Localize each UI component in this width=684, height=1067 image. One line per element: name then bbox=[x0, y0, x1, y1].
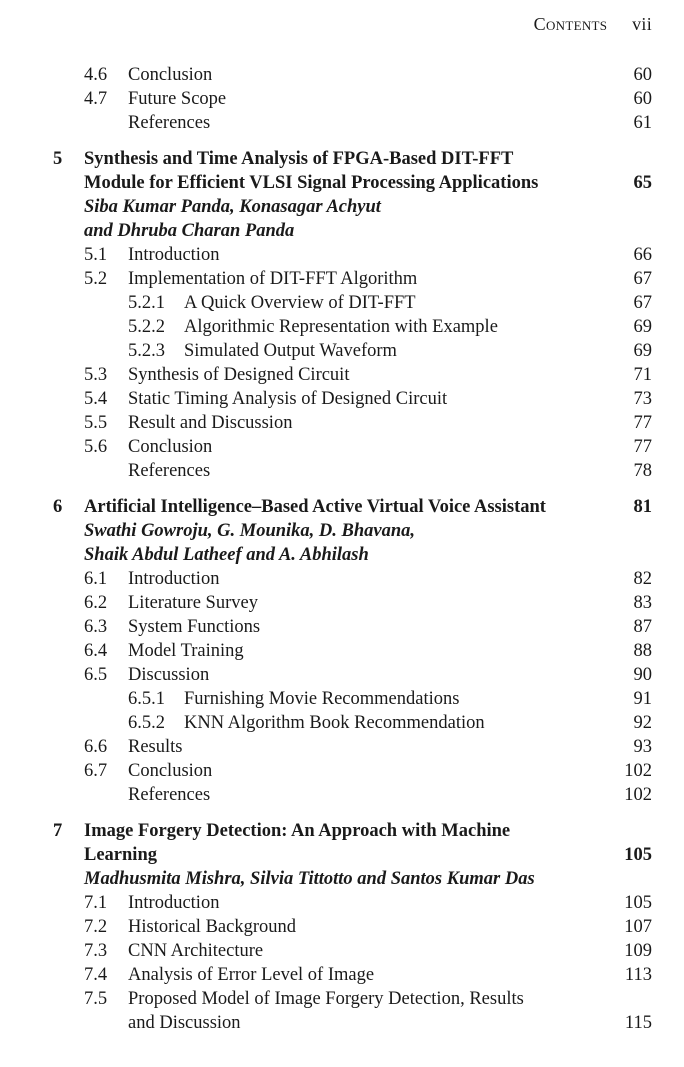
entry-page-number: 65 bbox=[633, 173, 652, 193]
running-header bbox=[534, 14, 652, 35]
entry-page-number: 91 bbox=[633, 689, 652, 709]
entry-number: 5.2.1 bbox=[128, 293, 165, 313]
entry-authors: Siba Kumar Panda, Konasagar Achyut bbox=[84, 197, 381, 217]
entry-page-number: 109 bbox=[624, 941, 652, 961]
toc-entry-section[interactable] bbox=[0, 63, 684, 87]
toc-entry-section[interactable] bbox=[0, 915, 684, 939]
entry-page-number: 105 bbox=[624, 845, 652, 865]
entry-title: Synthesis of Designed Circuit bbox=[128, 365, 350, 385]
entry-number: 5.2 bbox=[84, 269, 108, 289]
entry-page-number: 77 bbox=[633, 437, 652, 457]
toc-entry-subsection[interactable] bbox=[0, 687, 684, 711]
entry-page-number: 77 bbox=[633, 413, 652, 433]
entry-page-number: 82 bbox=[633, 569, 652, 589]
toc-entry-refs[interactable] bbox=[0, 111, 684, 135]
entry-title: Analysis of Error Level of Image bbox=[128, 965, 375, 985]
table-of-contents bbox=[0, 63, 684, 1035]
toc-entry-authors[interactable] bbox=[0, 195, 684, 219]
entry-number: 6.1 bbox=[84, 569, 108, 589]
entry-title: Literature Survey bbox=[128, 593, 258, 613]
entry-title: Static Timing Analysis of Designed Circuit bbox=[128, 389, 448, 409]
entry-number: 5.2.3 bbox=[128, 341, 165, 361]
entry-page-number: 71 bbox=[633, 365, 652, 385]
entry-authors: Swathi Gowroju, G. Mounika, D. Bhavana, bbox=[84, 521, 416, 541]
entry-number: 4.7 bbox=[84, 89, 108, 109]
toc-entry-section[interactable] bbox=[0, 939, 684, 963]
entry-page-number: 90 bbox=[633, 665, 652, 685]
entry-page-number: 69 bbox=[633, 317, 652, 337]
entry-number: 7.1 bbox=[84, 893, 108, 913]
entry-page-number: 66 bbox=[633, 245, 652, 265]
entry-page-number: 102 bbox=[624, 785, 652, 805]
entry-number: 6.5 bbox=[84, 665, 108, 685]
entry-title: Model Training bbox=[128, 641, 244, 661]
entry-title: Synthesis and Time Analysis of FPGA-Based DIT-FFT bbox=[84, 149, 514, 169]
entry-title: Implementation of DIT-FFT Algorithm bbox=[128, 269, 418, 289]
entry-page-number: 93 bbox=[633, 737, 652, 757]
entry-number: 6.7 bbox=[84, 761, 108, 781]
entry-title: Module for Efficient VLSI Signal Processing Applications bbox=[84, 173, 539, 193]
entry-page-number: 67 bbox=[633, 269, 652, 289]
entry-title: References bbox=[128, 461, 211, 481]
toc-entry-subsection[interactable] bbox=[0, 291, 684, 315]
entry-title: Artificial Intelligence–Based Active Virtual Voice Assistant bbox=[84, 497, 546, 517]
toc-entry-section[interactable] bbox=[0, 987, 684, 1011]
entry-title: Introduction bbox=[128, 893, 220, 913]
entry-title: References bbox=[128, 785, 211, 805]
entry-number: 7.5 bbox=[84, 989, 108, 1009]
entry-title: Furnishing Movie Recommendations bbox=[184, 689, 460, 709]
entry-number: 7.4 bbox=[84, 965, 108, 985]
toc-entry-chapter-cont[interactable] bbox=[0, 171, 684, 195]
entry-title: Conclusion bbox=[128, 437, 213, 457]
entry-page-number: 61 bbox=[633, 113, 652, 133]
toc-entry-section[interactable] bbox=[0, 963, 684, 987]
entry-page-number: 67 bbox=[633, 293, 652, 313]
toc-entry-section[interactable] bbox=[0, 663, 684, 687]
toc-entry-chapter-cont[interactable] bbox=[0, 843, 684, 867]
entry-page-number: 87 bbox=[633, 617, 652, 637]
entry-title: Conclusion bbox=[128, 761, 213, 781]
entry-title: Simulated Output Waveform bbox=[184, 341, 397, 361]
entry-title: Historical Background bbox=[128, 917, 296, 937]
toc-entry-section[interactable] bbox=[0, 387, 684, 411]
toc-entry-refs[interactable] bbox=[0, 1011, 684, 1035]
toc-entry-subsection[interactable] bbox=[0, 315, 684, 339]
entry-page-number: 102 bbox=[624, 761, 652, 781]
entry-title: Conclusion bbox=[128, 65, 213, 85]
entry-title: System Functions bbox=[128, 617, 261, 637]
toc-entry-authors[interactable] bbox=[0, 867, 684, 891]
entry-page-number: 105 bbox=[624, 893, 652, 913]
toc-entry-section[interactable] bbox=[0, 639, 684, 663]
entry-number: 5.5 bbox=[84, 413, 108, 433]
entry-page-number: 115 bbox=[624, 1013, 652, 1033]
toc-entry-section[interactable] bbox=[0, 243, 684, 267]
running-title: Contents bbox=[533, 14, 608, 34]
entry-title: References bbox=[128, 113, 211, 133]
entry-title: Learning bbox=[84, 845, 157, 865]
entry-authors: Shaik Abdul Latheef and A. Abhilash bbox=[84, 545, 369, 565]
entry-page-number: 83 bbox=[633, 593, 652, 613]
entry-number: 7.2 bbox=[84, 917, 108, 937]
page-number: vii bbox=[632, 14, 652, 34]
entry-title: Proposed Model of Image Forgery Detection, Results bbox=[128, 989, 524, 1009]
entry-number: 6.5.2 bbox=[128, 713, 165, 733]
toc-entry-section[interactable] bbox=[0, 567, 684, 591]
entry-number: 6.2 bbox=[84, 593, 108, 613]
entry-title: Introduction bbox=[128, 569, 220, 589]
entry-number: 6.3 bbox=[84, 617, 108, 637]
toc-entry-authors[interactable] bbox=[0, 519, 684, 543]
entry-number: 4.6 bbox=[84, 65, 108, 85]
entry-number: 6.5.1 bbox=[128, 689, 165, 709]
entry-number: 7.3 bbox=[84, 941, 108, 961]
entry-page-number: 88 bbox=[633, 641, 652, 661]
toc-entry-chapter[interactable] bbox=[0, 819, 684, 843]
entry-authors: and Dhruba Charan Panda bbox=[84, 221, 295, 241]
toc-entry-section[interactable] bbox=[0, 87, 684, 111]
toc-entry-refs[interactable] bbox=[0, 459, 684, 483]
toc-entry-subsection[interactable] bbox=[0, 339, 684, 363]
toc-entry-authors[interactable] bbox=[0, 543, 684, 567]
entry-title: KNN Algorithm Book Recommendation bbox=[184, 713, 485, 733]
toc-entry-chapter[interactable] bbox=[0, 147, 684, 171]
toc-entry-chapter[interactable] bbox=[0, 495, 684, 519]
entry-page-number: 92 bbox=[633, 713, 652, 733]
entry-number: 5 bbox=[53, 149, 63, 169]
entry-page-number: 69 bbox=[633, 341, 652, 361]
entry-title: and Discussion bbox=[128, 1013, 241, 1033]
entry-number: 6 bbox=[53, 497, 63, 517]
entry-title: Introduction bbox=[128, 245, 220, 265]
toc-entry-section[interactable] bbox=[0, 891, 684, 915]
entry-title: Future Scope bbox=[128, 89, 227, 109]
entry-title: Algorithmic Representation with Example bbox=[184, 317, 498, 337]
entry-page-number: 60 bbox=[633, 65, 652, 85]
toc-entry-section[interactable] bbox=[0, 591, 684, 615]
entry-title: Image Forgery Detection: An Approach with Machine bbox=[84, 821, 511, 841]
entry-page-number: 78 bbox=[633, 461, 652, 481]
toc-entry-section[interactable] bbox=[0, 411, 684, 435]
entry-title: CNN Architecture bbox=[128, 941, 264, 961]
entry-number: 5.4 bbox=[84, 389, 108, 409]
entry-title: Discussion bbox=[128, 665, 210, 685]
entry-page-number: 107 bbox=[624, 917, 652, 937]
entry-page-number: 60 bbox=[633, 89, 652, 109]
entry-number: 5.2.2 bbox=[128, 317, 165, 337]
toc-entry-refs[interactable] bbox=[0, 783, 684, 807]
entry-title: Result and Discussion bbox=[128, 413, 293, 433]
entry-number: 5.6 bbox=[84, 437, 108, 457]
toc-entry-section[interactable] bbox=[0, 759, 684, 783]
entry-number: 5.1 bbox=[84, 245, 108, 265]
entry-page-number: 81 bbox=[633, 497, 652, 517]
entry-title: A Quick Overview of DIT-FFT bbox=[184, 293, 416, 313]
toc-entry-section[interactable] bbox=[0, 435, 684, 459]
toc-entry-section[interactable] bbox=[0, 615, 684, 639]
toc-entry-authors[interactable] bbox=[0, 219, 684, 243]
toc-entry-section[interactable] bbox=[0, 267, 684, 291]
entry-number: 5.3 bbox=[84, 365, 108, 385]
entry-page-number: 73 bbox=[633, 389, 652, 409]
toc-entry-section[interactable] bbox=[0, 735, 684, 759]
entry-number: 7 bbox=[53, 821, 63, 841]
entry-number: 6.4 bbox=[84, 641, 108, 661]
entry-number: 6.6 bbox=[84, 737, 108, 757]
entry-title: Results bbox=[128, 737, 183, 757]
entry-page-number: 113 bbox=[624, 965, 652, 985]
toc-entry-subsection[interactable] bbox=[0, 711, 684, 735]
toc-entry-section[interactable] bbox=[0, 363, 684, 387]
entry-authors: Madhusmita Mishra, Silvia Tittotto and Santos Kumar Das bbox=[84, 869, 535, 889]
